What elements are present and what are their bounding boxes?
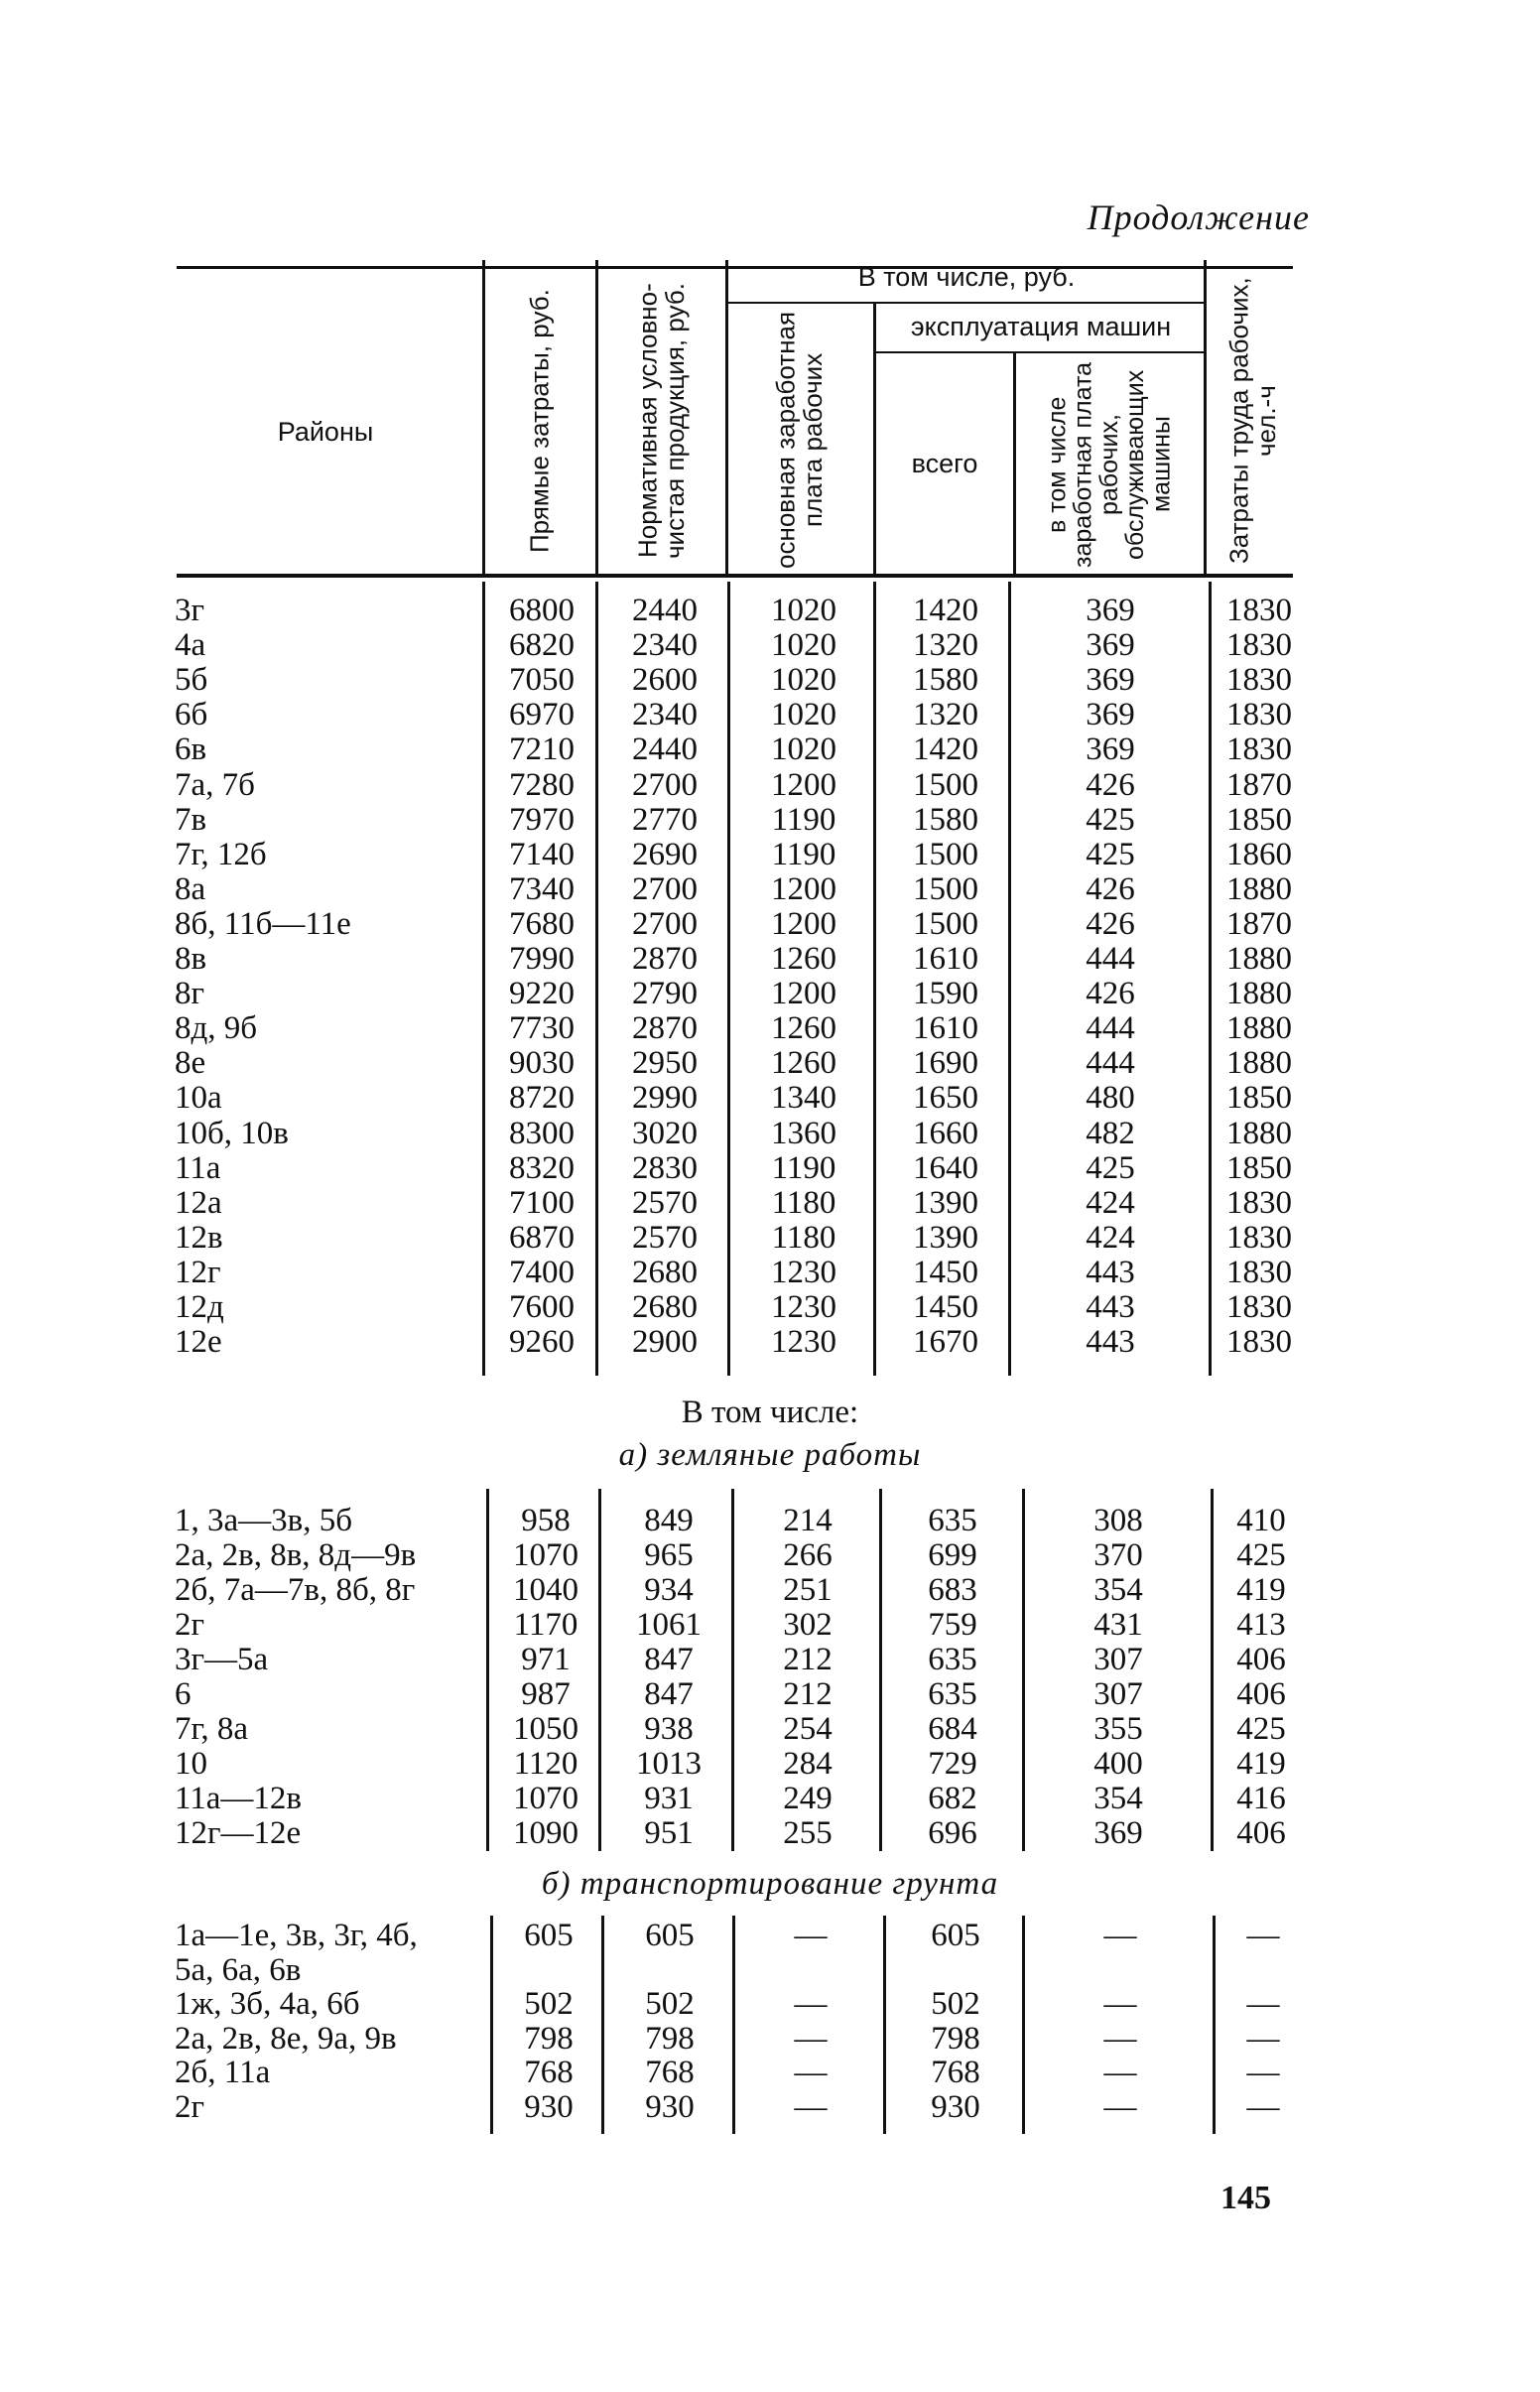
main-rows-cell-machine-total: 1500 [913, 905, 978, 942]
main-rows-cell-machine-total: 1320 [913, 627, 978, 664]
section-a-rows-cell-labor-costs: 410 [1236, 1503, 1286, 1538]
main-rows-cell-direct-costs: 9260 [509, 1324, 575, 1361]
main-rows-cell-normative-output: 2870 [632, 1010, 698, 1047]
section-a-rows-cell-base-wage: 254 [783, 1711, 833, 1747]
main-rows-cell-machine-total: 1390 [913, 1219, 978, 1256]
section-a-rows-cell-region: 7г, 8а [175, 1711, 248, 1747]
section-a-rows-cell-normative-output: 938 [644, 1711, 694, 1747]
header-regions: Районы [277, 417, 374, 447]
section-b-rows-cell-direct-costs: 930 [524, 2088, 574, 2125]
main-rows-cell-base-wage: 1180 [771, 1184, 836, 1221]
main-rows-cell-region: 8б, 11б—11е [175, 905, 351, 942]
main-rows-cell-base-wage: 1020 [771, 697, 836, 733]
main-rows-cell-base-wage: 1200 [771, 766, 836, 803]
section-a-rows-cell-machinist-wage: 369 [1093, 1815, 1143, 1851]
section-a-rows-cell-machinist-wage: 354 [1093, 1781, 1143, 1816]
section-a-rows-cell-machine-total: 635 [928, 1503, 977, 1538]
section-a-rows-cell-machine-total: 683 [928, 1572, 977, 1608]
main-rows-cell-base-wage: 1190 [771, 1149, 836, 1186]
section-a-rows-cell-normative-output: 849 [644, 1503, 694, 1538]
main-rows-cell-region: 12а [175, 1184, 222, 1221]
section-a-rows-cell-normative-output: 934 [644, 1572, 694, 1608]
section-a-rows-cell-machinist-wage: 307 [1093, 1642, 1143, 1677]
section-b-rows-cell-base-wage: — [794, 2055, 828, 2090]
section-b-rows-cell-base-wage: — [794, 2020, 828, 2057]
main-rows-cell-normative-output: 2680 [632, 1254, 698, 1290]
section-b-rows-cell-labor-costs: — [1246, 2055, 1280, 2090]
main-rows-cell-base-wage: 1020 [771, 627, 836, 664]
main-rows-cell-machinist-wage: 444 [1086, 1010, 1135, 1047]
main-rows-cell-direct-costs: 7050 [509, 662, 575, 699]
main-rows-cell-direct-costs: 7970 [509, 801, 575, 838]
main-rows-cell-labor-costs: 1880 [1226, 1115, 1292, 1151]
section-a-rows-cell-normative-output: 1061 [636, 1607, 702, 1643]
section-a-rows-cell-labor-costs: 406 [1236, 1676, 1286, 1712]
main-rows-cell-base-wage: 1200 [771, 905, 836, 942]
main-rows-cell-base-wage: 1230 [771, 1324, 836, 1361]
main-rows-cell-labor-costs: 1830 [1226, 627, 1292, 664]
main-rows-cell-normative-output: 2700 [632, 870, 698, 907]
section-b-rows-cell-machine-total: 930 [931, 2088, 980, 2125]
section-a-rows-cell-direct-costs: 1040 [513, 1572, 578, 1608]
section-a-rows-cell-labor-costs: 416 [1236, 1781, 1286, 1816]
main-rows-cell-machine-total: 1580 [913, 662, 978, 699]
main-rows-cell-normative-output: 2690 [632, 836, 698, 872]
main-rows-cell-machinist-wage: 369 [1086, 593, 1135, 628]
main-rows-cell-base-wage: 1020 [771, 662, 836, 699]
main-rows-cell-direct-costs: 7400 [509, 1254, 575, 1290]
section-b-rows-cell-region: 2г [175, 2088, 205, 2125]
main-rows-cell-region: 5б [175, 662, 208, 699]
main-rows-cell-machine-total: 1450 [913, 1289, 978, 1325]
section-a-rows-cell-labor-costs: 406 [1236, 1815, 1286, 1851]
section-a-rows-cell-base-wage: 249 [783, 1781, 833, 1816]
header-normative-output: Нормативная условно-чистая продукция, руб. [632, 283, 690, 559]
main-rows-cell-machine-total: 1390 [913, 1184, 978, 1221]
section-a-rows-cell-direct-costs: 1070 [513, 1781, 578, 1816]
main-rows-cell-region: 3г [175, 593, 205, 628]
section-a-rows-cell-normative-output: 931 [644, 1781, 694, 1816]
section-a-rows-cell-base-wage: 255 [783, 1815, 833, 1851]
main-rows-cell-normative-output: 2830 [632, 1149, 698, 1186]
main-rows-cell-labor-costs: 1880 [1226, 870, 1292, 907]
section-a-rows-cell-region: 2б, 7а—7в, 8б, 8г [175, 1572, 416, 1608]
section-b-rows-cell-labor-costs: — [1246, 1918, 1280, 1953]
main-rows-cell-base-wage: 1260 [771, 1010, 836, 1047]
main-rows-cell-machinist-wage: 482 [1086, 1115, 1135, 1151]
main-rows-cell-direct-costs: 6970 [509, 697, 575, 733]
header-total: всего [911, 449, 978, 478]
main-rows-cell-region: 11а [175, 1149, 221, 1186]
main-rows-cell-region: 10б, 10в [175, 1115, 289, 1151]
section-a-rows-cell-normative-output: 847 [644, 1642, 694, 1677]
main-rows-cell-labor-costs: 1830 [1226, 1254, 1292, 1290]
main-rows-cell-direct-costs: 9030 [509, 1045, 575, 1082]
main-rows-cell-labor-costs: 1880 [1226, 1010, 1292, 1047]
section-a-rows-cell-direct-costs: 1050 [513, 1711, 578, 1747]
section-a-rows-cell-labor-costs: 413 [1236, 1607, 1286, 1643]
main-rows-cell-machine-total: 1420 [913, 731, 978, 768]
main-rows-cell-region: 8в [175, 941, 207, 977]
header-including-rub: В том числе, руб. [857, 262, 1076, 292]
main-rows-cell-labor-costs: 1880 [1226, 976, 1292, 1012]
main-rows-cell-labor-costs: 1830 [1226, 593, 1292, 628]
main-rows-cell-normative-output: 2990 [632, 1080, 698, 1117]
main-rows-cell-machine-total: 1610 [913, 1010, 978, 1047]
section-b-title: б) транспортирование грунта [541, 1866, 999, 1902]
main-rows-cell-region: 12е [175, 1324, 222, 1361]
main-rows-cell-direct-costs: 7100 [509, 1184, 575, 1221]
header-wage-machinists: в том числе заработная плата рабочих, обслуживающих машины [1043, 361, 1176, 568]
main-rows-cell-labor-costs: 1830 [1226, 697, 1292, 733]
main-rows-cell-normative-output: 2570 [632, 1184, 698, 1221]
section-b-rows-cell-normative-output: 930 [645, 2088, 695, 2125]
main-rows-cell-region: 6в [175, 731, 207, 768]
section-b-rows-cell-base-wage: — [794, 2088, 828, 2125]
section-b-rows-cell-machinist-wage: — [1103, 2020, 1137, 2057]
section-b-rows-cell-direct-costs: 798 [524, 2020, 574, 2057]
section-a-title: а) земляные работы [618, 1437, 922, 1473]
header-machine-operation: эксплуатация машин [910, 312, 1172, 341]
main-rows-cell-normative-output: 2440 [632, 731, 698, 768]
section-a-rows-cell-region: 10 [175, 1746, 207, 1782]
section-a-rows-cell-region: 2г [175, 1607, 205, 1643]
section-a-rows-cell-base-wage: 212 [783, 1642, 833, 1677]
section-a-rows-cell-machinist-wage: 400 [1093, 1746, 1143, 1782]
main-rows-cell-base-wage: 1200 [771, 976, 836, 1012]
main-rows-cell-direct-costs: 8320 [509, 1149, 575, 1186]
main-rows-cell-direct-costs: 7990 [509, 941, 575, 977]
main-rows-cell-labor-costs: 1870 [1226, 766, 1292, 803]
section-a-rows-cell-direct-costs: 987 [521, 1676, 571, 1712]
main-rows-cell-base-wage: 1230 [771, 1254, 836, 1290]
section-b-rows-cell-machine-total: 605 [931, 1918, 980, 1953]
main-rows-cell-region: 4а [175, 627, 206, 664]
section-b-rows-cell-direct-costs: 768 [524, 2055, 574, 2090]
main-rows-cell-base-wage: 1180 [771, 1219, 836, 1256]
main-rows-cell-machine-total: 1500 [913, 766, 978, 803]
section-a-rows-cell-machine-total: 682 [928, 1781, 977, 1816]
section-b-rows-cell-base-wage: — [794, 1918, 828, 1953]
main-rows-cell-machine-total: 1690 [913, 1045, 978, 1082]
main-rows-cell-region: 12д [175, 1289, 224, 1325]
section-b-rows-cell-normative-output: 502 [645, 1986, 695, 2022]
section-a-rows-cell-machine-total: 635 [928, 1676, 977, 1712]
main-rows-cell-base-wage: 1020 [771, 593, 836, 628]
section-a-rows-cell-direct-costs: 1170 [513, 1607, 578, 1643]
section-b-rows-cell-region: 2б, 11а [175, 2055, 271, 2090]
main-rows-cell-base-wage: 1360 [771, 1115, 836, 1151]
main-rows-cell-machinist-wage: 480 [1086, 1080, 1135, 1117]
main-rows-cell-machinist-wage: 425 [1086, 801, 1135, 838]
section-b-rows-cell-normative-output: 768 [645, 2055, 695, 2090]
main-rows-cell-normative-output: 2870 [632, 941, 698, 977]
main-rows-cell-machinist-wage: 424 [1086, 1184, 1135, 1221]
main-rows-cell-machinist-wage: 369 [1086, 731, 1135, 768]
main-rows-cell-region: 8д, 9б [175, 1010, 258, 1047]
section-a-rows-cell-machine-total: 759 [928, 1607, 977, 1643]
section-a-rows-cell-labor-costs: 406 [1236, 1642, 1286, 1677]
section-a-rows-cell-normative-output: 847 [644, 1676, 694, 1712]
section-b-rows-cell-machinist-wage: — [1103, 2088, 1137, 2125]
main-rows-cell-base-wage: 1260 [771, 941, 836, 977]
main-rows-cell-machinist-wage: 444 [1086, 1045, 1135, 1082]
section-b-rows-cell-normative-output: 798 [645, 2020, 695, 2057]
main-rows-cell-labor-costs: 1850 [1226, 801, 1292, 838]
section-b-rows-cell-region: 1а—1е, 3в, 3г, 4б, [175, 1918, 418, 1953]
main-rows-cell-direct-costs: 6820 [509, 627, 575, 664]
main-rows-cell-region: 7а, 7б [175, 766, 255, 803]
main-rows-cell-machine-total: 1590 [913, 976, 978, 1012]
header-labor-costs: Затраты труда рабочих, чел.-ч [1223, 277, 1281, 565]
continued-label: Продолжение [1087, 198, 1310, 237]
section-a-rows-cell-machine-total: 684 [928, 1711, 977, 1747]
section-b-rows-cell-machinist-wage: — [1103, 1986, 1137, 2022]
main-rows-cell-direct-costs: 7680 [509, 905, 575, 942]
main-rows-cell-machinist-wage: 444 [1086, 941, 1135, 977]
section-a-rows-cell-labor-costs: 425 [1236, 1711, 1286, 1747]
main-rows-cell-labor-costs: 1880 [1226, 1045, 1292, 1082]
section-a-rows-cell-machine-total: 696 [928, 1815, 977, 1851]
section-a-rows-cell-direct-costs: 1120 [513, 1746, 578, 1782]
main-rows-cell-normative-output: 2770 [632, 801, 698, 838]
section-a-rows-cell-region: 11а—12в [175, 1781, 303, 1816]
main-rows-cell-direct-costs: 7600 [509, 1289, 575, 1325]
main-rows-cell-normative-output: 2700 [632, 766, 698, 803]
main-rows-cell-labor-costs: 1830 [1226, 1184, 1292, 1221]
section-b-rows-cell-region: 1ж, 3б, 4а, 6б [175, 1986, 360, 2022]
main-rows-cell-direct-costs: 7730 [509, 1010, 575, 1047]
main-rows-cell-machinist-wage: 424 [1086, 1219, 1135, 1256]
section-a-rows-cell-region: 3г—5а [175, 1642, 269, 1677]
section-a-rows-cell-labor-costs: 419 [1236, 1746, 1286, 1782]
main-rows-cell-normative-output: 2340 [632, 697, 698, 733]
section-a-rows-cell-region: 12г—12е [175, 1815, 302, 1851]
main-rows-cell-normative-output: 2700 [632, 905, 698, 942]
section-b-rows-cell-machine-total: 798 [931, 2020, 980, 2057]
section-b-rows-cell-machinist-wage: — [1103, 2055, 1137, 2090]
main-rows-cell-normative-output: 2340 [632, 627, 698, 664]
section-b-rows-cell-machine-total: 502 [931, 1986, 980, 2022]
main-rows-cell-region: 12г [175, 1254, 221, 1290]
main-rows-cell-machinist-wage: 369 [1086, 662, 1135, 699]
main-rows-cell-region: 7г, 12б [175, 836, 267, 872]
section-b-rows-cell-direct-costs: 605 [524, 1918, 574, 1953]
main-rows-cell-base-wage: 1190 [771, 801, 836, 838]
section-a-rows-cell-labor-costs: 425 [1236, 1537, 1286, 1573]
main-rows-cell-base-wage: 1260 [771, 1045, 836, 1082]
section-a-rows-cell-normative-output: 965 [644, 1537, 694, 1573]
main-rows-cell-normative-output: 2600 [632, 662, 698, 699]
main-rows-cell-direct-costs: 6870 [509, 1219, 575, 1256]
section-a-rows-cell-normative-output: 951 [644, 1815, 694, 1851]
header-base-wage: основная заработная плата рабочих [770, 311, 828, 569]
section-a-rows-cell-direct-costs: 971 [521, 1642, 571, 1677]
section-a-rows-cell-base-wage: 284 [783, 1746, 833, 1782]
main-rows-cell-region: 12в [175, 1219, 223, 1256]
main-rows-cell-region: 7в [175, 801, 207, 838]
section-a-rows-cell-machinist-wage: 431 [1093, 1607, 1143, 1643]
section-b-rows-cell-base-wage: — [794, 1986, 828, 2022]
section-a-rows-cell-machine-total: 729 [928, 1746, 977, 1782]
section-a-rows-cell-normative-output: 1013 [636, 1746, 702, 1782]
section-b-rows-cell-labor-costs: — [1246, 2088, 1280, 2125]
main-rows-cell-direct-costs: 8300 [509, 1115, 575, 1151]
main-rows-cell-labor-costs: 1850 [1226, 1149, 1292, 1186]
main-rows-cell-direct-costs: 7140 [509, 836, 575, 872]
section-a-rows-cell-direct-costs: 1070 [513, 1537, 578, 1573]
main-rows-cell-machinist-wage: 426 [1086, 766, 1135, 803]
main-rows-cell-machinist-wage: 425 [1086, 836, 1135, 872]
including-label: В том числе: [681, 1395, 859, 1430]
section-a-rows-cell-region: 1, 3а—3в, 5б [175, 1503, 353, 1538]
section-a-rows-cell-machinist-wage: 370 [1093, 1537, 1143, 1573]
main-rows-cell-machinist-wage: 443 [1086, 1289, 1135, 1325]
main-rows-cell-direct-costs: 7210 [509, 731, 575, 768]
section-a-rows-cell-base-wage: 266 [783, 1537, 833, 1573]
section-a-rows-cell-base-wage: 214 [783, 1503, 833, 1538]
section-a-rows-cell-direct-costs: 1090 [513, 1815, 578, 1851]
section-a-rows-cell-base-wage: 212 [783, 1676, 833, 1712]
main-rows-cell-direct-costs: 7280 [509, 766, 575, 803]
main-rows-cell-machine-total: 1670 [913, 1324, 978, 1361]
section-b-rows-cell-region: 5а, 6а, 6в [175, 1951, 302, 1988]
main-rows-cell-machine-total: 1420 [913, 593, 978, 628]
main-rows-cell-labor-costs: 1850 [1226, 1080, 1292, 1117]
section-a-rows-cell-direct-costs: 958 [521, 1503, 571, 1538]
section-b-rows-cell-labor-costs: — [1246, 2020, 1280, 2057]
main-rows-cell-machinist-wage: 426 [1086, 976, 1135, 1012]
section-a-rows-cell-machinist-wage: 307 [1093, 1676, 1143, 1712]
section-a-rows-cell-region: 6 [175, 1676, 192, 1712]
main-rows-cell-machinist-wage: 426 [1086, 870, 1135, 907]
section-a-rows-cell-labor-costs: 419 [1236, 1572, 1286, 1608]
section-a-rows-cell-base-wage: 302 [783, 1607, 833, 1643]
main-rows-cell-labor-costs: 1830 [1226, 1289, 1292, 1325]
main-rows-cell-direct-costs: 6800 [509, 593, 575, 628]
section-b-rows-cell-machinist-wage: — [1103, 1918, 1137, 1953]
main-rows-cell-direct-costs: 9220 [509, 976, 575, 1012]
main-rows-cell-labor-costs: 1830 [1226, 1324, 1292, 1361]
main-rows-cell-region: 8е [175, 1045, 206, 1082]
main-rows-cell-machine-total: 1610 [913, 941, 978, 977]
main-rows-cell-labor-costs: 1880 [1226, 941, 1292, 977]
main-rows-cell-machine-total: 1500 [913, 870, 978, 907]
main-rows-cell-machine-total: 1500 [913, 836, 978, 872]
main-rows-cell-machine-total: 1640 [913, 1149, 978, 1186]
main-rows-cell-region: 8г [175, 976, 205, 1012]
section-b-rows-cell-region: 2а, 2в, 8е, 9а, 9в [175, 2020, 397, 2057]
main-rows-cell-labor-costs: 1860 [1226, 836, 1292, 872]
section-b-rows-cell-machine-total: 768 [931, 2055, 980, 2090]
main-rows-cell-normative-output: 2570 [632, 1219, 698, 1256]
section-b-rows-cell-labor-costs: — [1246, 1986, 1280, 2022]
main-rows-cell-normative-output: 2790 [632, 976, 698, 1012]
main-rows-cell-labor-costs: 1830 [1226, 1219, 1292, 1256]
main-rows-cell-normative-output: 2900 [632, 1324, 698, 1361]
main-rows-cell-base-wage: 1230 [771, 1289, 836, 1325]
main-rows-cell-base-wage: 1200 [771, 870, 836, 907]
main-rows-cell-machine-total: 1580 [913, 801, 978, 838]
main-rows-cell-direct-costs: 7340 [509, 870, 575, 907]
section-a-rows-cell-region: 2а, 2в, 8в, 8д—9в [175, 1537, 417, 1573]
main-rows-cell-machinist-wage: 443 [1086, 1324, 1135, 1361]
main-rows-cell-machine-total: 1660 [913, 1115, 978, 1151]
section-a-rows-cell-machine-total: 635 [928, 1642, 977, 1677]
section-b-rows-cell-direct-costs: 502 [524, 1986, 574, 2022]
section-a-rows-cell-machinist-wage: 355 [1093, 1711, 1143, 1747]
section-a-rows-cell-machinist-wage: 308 [1093, 1503, 1143, 1538]
main-rows-cell-normative-output: 3020 [632, 1115, 698, 1151]
main-rows-cell-base-wage: 1190 [771, 836, 836, 872]
main-rows-cell-machine-total: 1650 [913, 1080, 978, 1117]
section-b-rows-cell-normative-output: 605 [645, 1918, 695, 1953]
main-rows-cell-machinist-wage: 369 [1086, 697, 1135, 733]
header-direct-costs: Прямые затраты, руб. [524, 289, 555, 553]
main-rows-cell-normative-output: 2680 [632, 1289, 698, 1325]
main-rows-cell-region: 10а [175, 1080, 222, 1117]
main-rows-cell-direct-costs: 8720 [509, 1080, 575, 1117]
main-rows-cell-normative-output: 2440 [632, 593, 698, 628]
main-rows-cell-base-wage: 1340 [771, 1080, 836, 1117]
main-rows-cell-base-wage: 1020 [771, 731, 836, 768]
main-rows-cell-machinist-wage: 369 [1086, 627, 1135, 664]
section-a-rows-cell-machine-total: 699 [928, 1537, 977, 1573]
main-rows-cell-machinist-wage: 426 [1086, 905, 1135, 942]
main-rows-cell-machine-total: 1450 [913, 1254, 978, 1290]
main-rows-cell-machinist-wage: 443 [1086, 1254, 1135, 1290]
main-rows-cell-machine-total: 1320 [913, 697, 978, 733]
main-rows-cell-machinist-wage: 425 [1086, 1149, 1135, 1186]
section-a-rows-cell-machinist-wage: 354 [1093, 1572, 1143, 1608]
main-rows-cell-labor-costs: 1870 [1226, 905, 1292, 942]
main-rows-cell-labor-costs: 1830 [1226, 662, 1292, 699]
main-rows-cell-labor-costs: 1830 [1226, 731, 1292, 768]
main-rows-cell-region: 6б [175, 697, 208, 733]
page-number: 145 [1220, 2180, 1271, 2216]
section-a-rows-cell-base-wage: 251 [783, 1572, 833, 1608]
main-rows-cell-normative-output: 2950 [632, 1045, 698, 1082]
main-rows-cell-region: 8а [175, 870, 206, 907]
